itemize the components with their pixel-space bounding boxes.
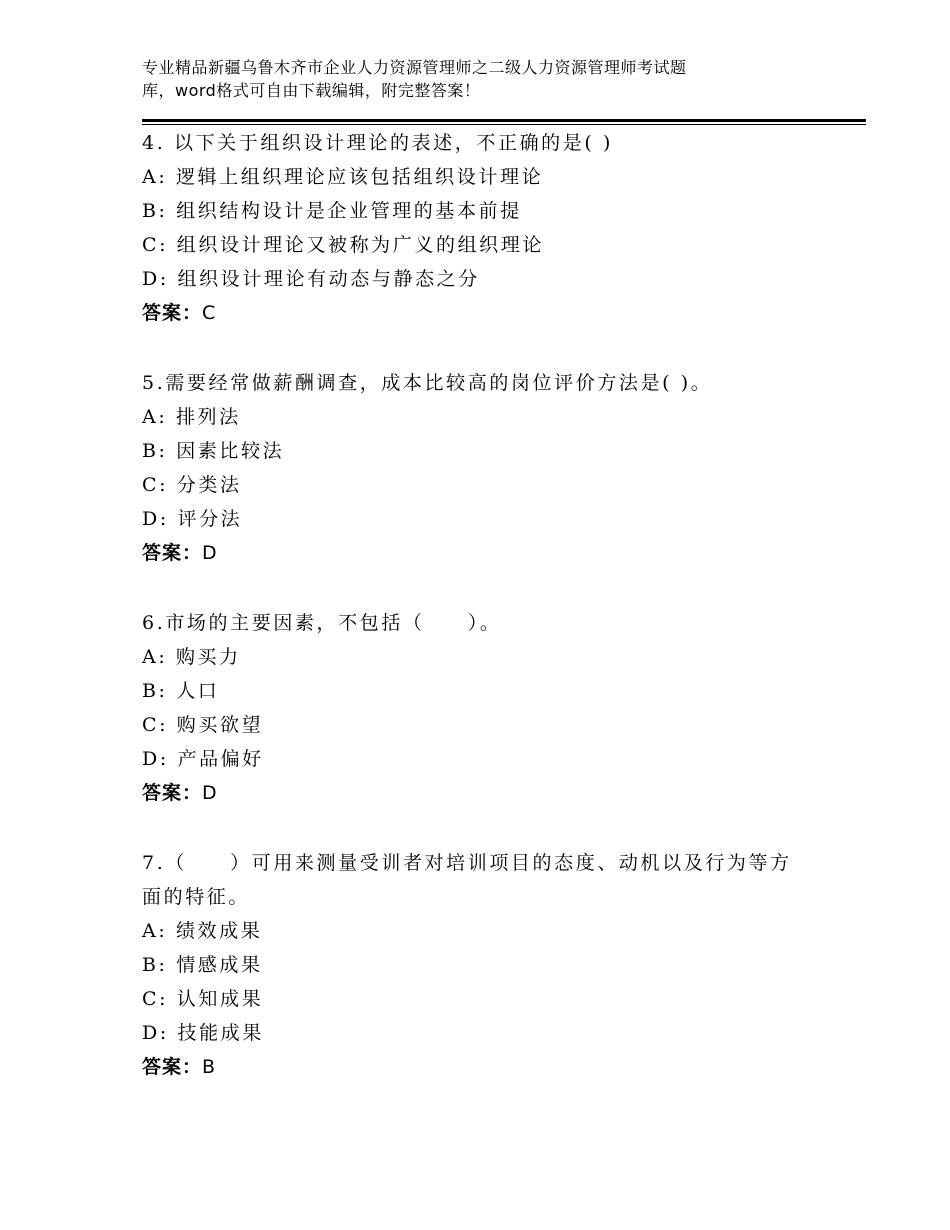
option-d: D: 产品偏好 [142,748,264,770]
question-stem: 5.需要经常做薪酬调查，成本比较高的岗位评价方法是( )。 [142,372,713,394]
answer-line [142,536,822,570]
question-4 [142,126,822,330]
header-divider-thick [142,119,866,122]
question-stem-line-2: 面的特征。 [142,886,251,908]
option-d: D: 技能成果 [142,1022,264,1044]
option-d: D: 评分法 [142,508,243,530]
option-a: A: 购买力 [142,646,241,668]
answer-value: B [202,1056,217,1078]
question-list [142,126,822,1084]
option-c: C: 认知成果 [142,988,264,1010]
answer-label: 答案： [142,542,203,564]
answer-line [142,776,822,810]
question-5 [142,366,822,570]
question-stem: 4. 以下关于组织设计理论的表述，不正确的是( ) [142,132,614,154]
option-b: B: 组织结构设计是企业管理的基本前提 [142,200,522,222]
header-title-line-1: 专业精品新疆乌鲁木齐市企业人力资源管理师之二级人力资源管理师考试题 [142,58,687,77]
option-c: C: 购买欲望 [142,714,264,736]
answer-value: C [202,302,217,324]
question-stem-line-1: 7.（ ）可用来测量受训者对培训项目的态度、动机以及行为等方 [142,852,792,874]
question-7 [142,846,822,1084]
option-c: C: 分类法 [142,474,242,496]
question-6 [142,606,822,810]
answer-line [142,296,822,330]
answer-label: 答案： [142,1056,203,1078]
option-a: A: 排列法 [142,406,241,428]
document-header [142,56,782,102]
answer-label: 答案： [142,302,203,324]
answer-value: D [202,542,218,564]
option-b: B: 人口 [142,680,220,702]
option-a: A: 逻辑上组织理论应该包括组织设计理论 [142,166,544,188]
header-title-line-2: 库，word格式可自由下载编辑，附完整答案！ [142,81,481,100]
option-a: A: 绩效成果 [142,920,263,942]
answer-line [142,1050,822,1084]
option-b: B: 因素比较法 [142,440,285,462]
question-stem: 6.市场的主要因素，不包括（ ）。 [142,612,502,634]
option-c: C: 组织设计理论又被称为广义的组织理论 [142,234,544,256]
option-b: B: 情感成果 [142,954,263,976]
question-spacer [142,810,822,846]
question-spacer [142,330,822,366]
question-spacer [142,570,822,606]
answer-label: 答案： [142,782,203,804]
option-d: D: 组织设计理论有动态与静态之分 [142,268,480,290]
answer-value: D [202,782,218,804]
header-divider-thin [142,124,866,125]
